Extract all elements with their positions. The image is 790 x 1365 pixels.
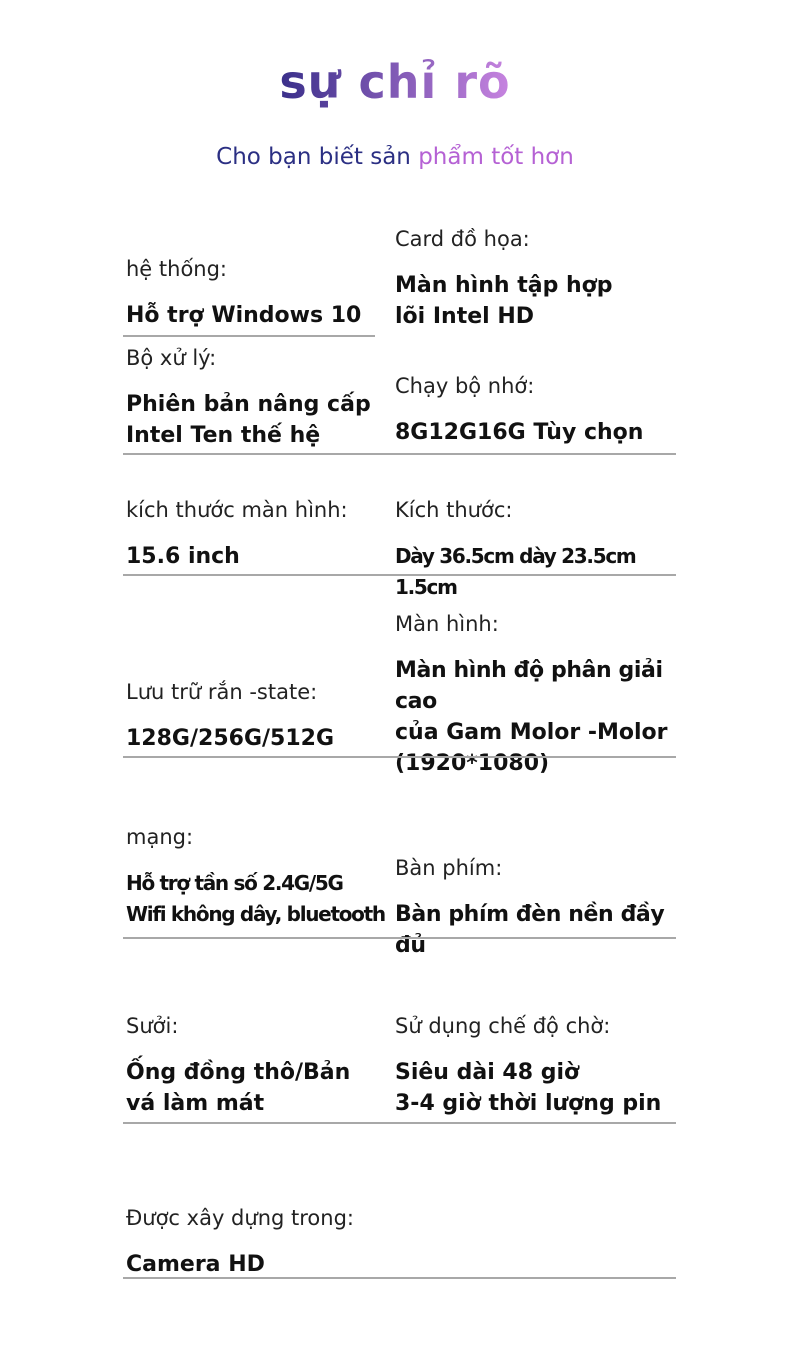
spec-value-line: Hỗ trợ tần số 2.4G/5G [126, 871, 343, 895]
spec-network [126, 822, 388, 930]
divider [123, 937, 676, 939]
spec-dimensions [395, 495, 685, 603]
spec-value-line: lõi Intel HD [395, 304, 535, 329]
spec-value-line: Ống đồng thô/Bản [126, 1060, 351, 1085]
spec-label: Card đồ họa: [395, 227, 530, 251]
divider [123, 453, 676, 455]
divider [123, 574, 676, 576]
spec-label: Lưu trữ rắn -state: [126, 680, 318, 704]
spec-builtin [126, 1203, 411, 1280]
spec-label: Chạy bộ nhớ: [395, 374, 535, 398]
spec-value-line: vá làm mát [126, 1091, 265, 1116]
title-gradient-text [0, 52, 790, 112]
spec-display [395, 609, 685, 779]
spec-label: kích thước màn hình: [126, 498, 348, 522]
spec-standby [395, 1011, 680, 1119]
divider [123, 335, 375, 337]
spec-value-line: Màn hình độ phân giải cao [395, 658, 663, 714]
spec-value-line: Phiên bản nâng cấp [126, 392, 371, 417]
spec-value-line: Intel Ten thế hệ [126, 423, 321, 448]
spec-value-line: 3-4 giờ thời lượng pin [395, 1091, 662, 1116]
page-subtitle [0, 144, 790, 170]
spec-value-line: Siêu dài 48 giờ [395, 1060, 580, 1085]
divider [123, 756, 676, 758]
spec-label: Kích thước: [395, 498, 513, 522]
title-text: sự chỉ rõ [279, 55, 511, 109]
spec-label: Sưởi: [126, 1014, 179, 1038]
spec-value: Hỗ trợ Windows 10 [126, 303, 362, 328]
spec-label: hệ thống: [126, 257, 228, 281]
spec-value: 128G/256G/512G [126, 726, 335, 751]
spec-value: 8G12G16G Tùy chọn [395, 420, 644, 445]
spec-memory [395, 371, 680, 448]
divider [123, 1122, 676, 1124]
spec-screen-size [126, 495, 411, 572]
spec-value: Bàn phím đèn nền đầy đủ [395, 902, 665, 958]
spec-value: 15.6 inch [126, 544, 240, 569]
spec-label: Màn hình: [395, 612, 499, 636]
spec-value-line: Wifi không dây, bluetooth [126, 902, 385, 926]
spec-label: Sử dụng chế độ chờ: [395, 1014, 611, 1038]
spec-label: Được xây dựng trong: [126, 1206, 354, 1230]
spec-graphics [395, 224, 680, 332]
divider [123, 1277, 676, 1279]
spec-system [126, 254, 411, 331]
spec-value: Camera HD [126, 1252, 265, 1277]
spec-label: Bộ xử lý: [126, 346, 217, 370]
spec-value-line: của Gam Molor -Molor [395, 720, 668, 745]
spec-label: mạng: [126, 825, 194, 849]
subtitle-part-1: Cho bạn biết sản [216, 144, 411, 170]
spec-keyboard [395, 853, 685, 961]
spec-value-line: Màn hình tập hợp [395, 273, 613, 298]
spec-value: Dày 36.5cm dày 23.5cm 1.5cm [395, 544, 636, 599]
subtitle-part-2: phẩm tốt hơn [410, 144, 574, 170]
spec-processor [126, 343, 411, 451]
page-title [0, 52, 790, 123]
spec-storage [126, 677, 411, 754]
spec-cooling [126, 1011, 411, 1119]
spec-value-line: (1920*1080) [395, 751, 550, 776]
spec-label: Bàn phím: [395, 856, 503, 880]
